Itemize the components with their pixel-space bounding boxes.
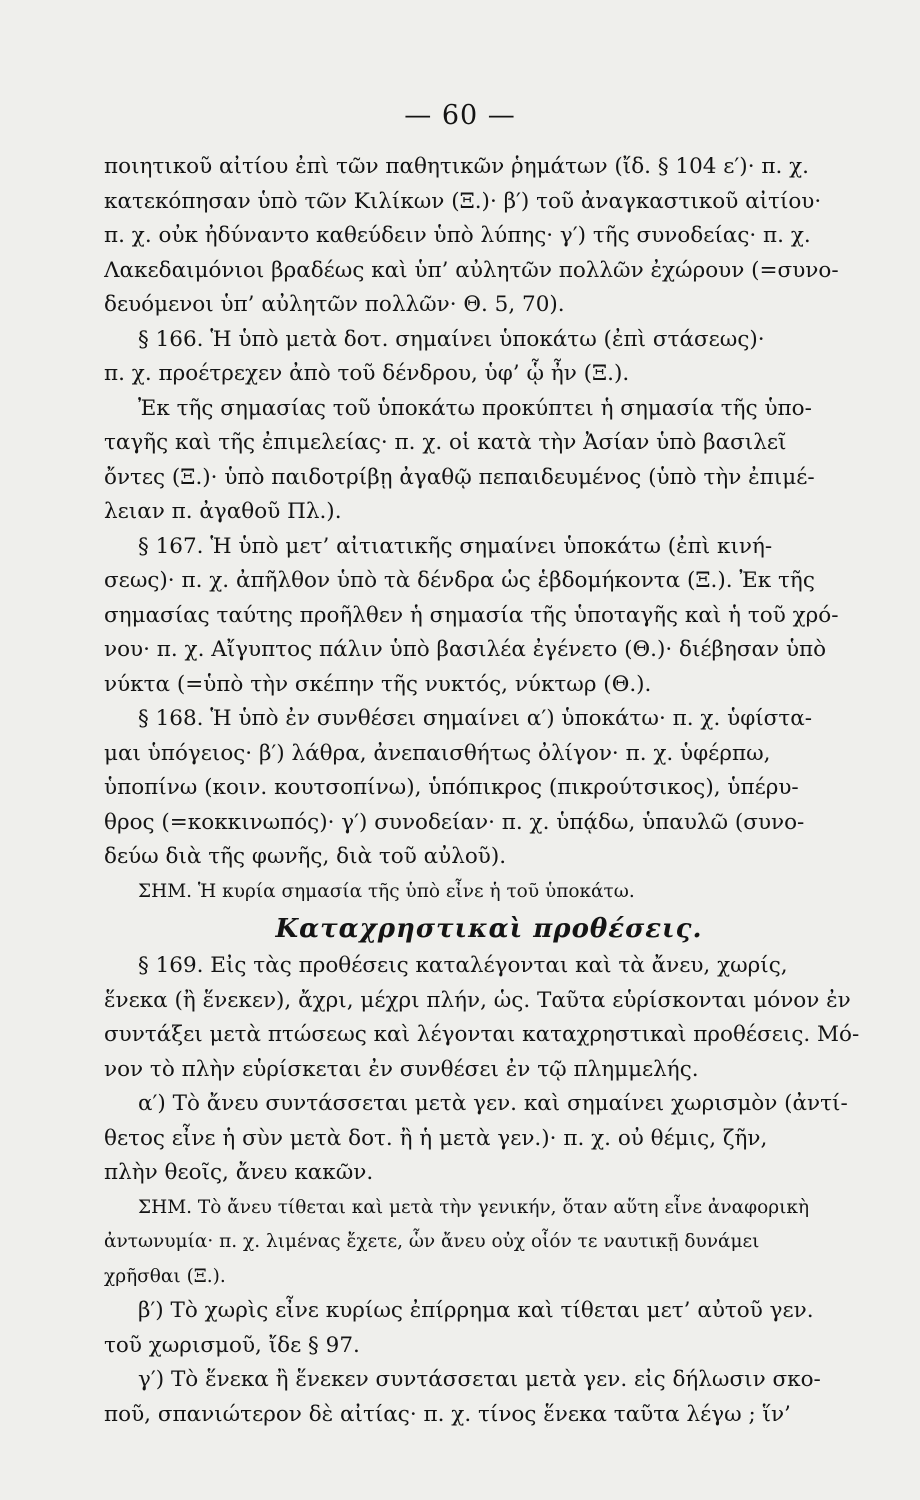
text-line: λειαν π. ἀγαθοῦ Πλ.). bbox=[104, 499, 342, 524]
text-line: § 169. Εἰς τὰς προθέσεις καταλέγονται καὶ τὰ ἄνευ, χωρίς, bbox=[138, 953, 788, 978]
text-line: γ′) Τὸ ἕνεκα ἢ ἕνεκεν συντάσσεται μετὰ γεν. εἰς δήλωσιν σκο- bbox=[138, 1367, 821, 1392]
text-line: § 167. Ἡ ὑπὸ μετ’ αἰτιατικῆς σημαίνει ὑποκάτω (ἐπὶ κινή- bbox=[138, 533, 773, 559]
text-line: ὄντες (Ξ.)· ὑπὸ παιδοτρίβῃ ἀγαθῷ πεπαιδευμένος (ὑπὸ τὴν ἐπιμέ- bbox=[104, 464, 815, 490]
text-line: ΣΗΜ. Ἡ κυρία σημασία τῆς ὑπὸ εἶνε ἡ τοῦ ὑποκάτω. bbox=[138, 880, 635, 902]
text-line: ἕνεκα (ἢ ἕνεκεν), ἄχρι, μέχρι πλήν, ὡς. Ταῦτα εὑρίσκονται μόνον ἐν bbox=[104, 987, 851, 1013]
text-line: ἀντωνυμία· π. χ. λιμένας ἔχετε, ὧν ἄνευ οὐχ οἷόν τε ναυτικῇ δυνάμει bbox=[104, 1231, 760, 1252]
text-line: μαι ὑπόγειος· β′) λάθρα, ἀνεπαισθήτως ὀλίγον· π. χ. ὑφέρπω, bbox=[104, 740, 771, 766]
text-line: τοῦ χωρισμοῦ, ἴδε § 97. bbox=[104, 1332, 360, 1358]
section-heading: Καταχρηστικαὶ προθέσεις. bbox=[275, 914, 703, 944]
text-line: κατεκόπησαν ὑπὸ τῶν Κιλίκων (Ξ.)· β′) τοῦ ἀναγκαστικοῦ αἰτίου· bbox=[104, 188, 822, 214]
text-line: ποῦ, σπανιώτερον δὲ αἰτίας· π. χ. τίνος ἕνεκα ταῦτα λέγω ; ἵν’ bbox=[104, 1401, 791, 1427]
text-line: πλὴν θεοῖς, ἄνευ κακῶν. bbox=[104, 1160, 374, 1185]
text-line: Λακεδαιμόνιοι βραδέως καὶ ὑπ’ αὐλητῶν πολλῶν ἐχώρουν (=συνο- bbox=[104, 257, 839, 283]
text-line: χρῆσθαι (Ξ.). bbox=[104, 1265, 226, 1287]
text-line: σεως)· π. χ. ἀπῆλθον ὑπὸ τὰ δένδρα ὡς ἑβδομήκοντα (Ξ.). Ἐκ τῆς bbox=[104, 568, 815, 593]
text-line: νύκτα (=ὑπὸ τὴν σκέπην τῆς νυκτός, νύκτωρ (Θ.). bbox=[104, 671, 652, 697]
text-line: Ἐκ τῆς σημασίας τοῦ ὑποκάτω προκύπτει ἡ σημασία τῆς ὑπο- bbox=[138, 395, 812, 421]
page-number: — 60 — bbox=[404, 100, 516, 131]
text-line: θρος (=κοκκινωπός)· γ′) συνοδείαν· π. χ. ὑπᾴδω, ὑπαυλῶ (συνο- bbox=[104, 809, 805, 835]
text-line: σημασίας ταύτης προῆλθεν ἡ σημασία τῆς ὑποταγῆς καὶ ἡ τοῦ χρό- bbox=[104, 602, 839, 628]
text-line: β′) Τὸ χωρὶς εἶνε κυρίως ἐπίρρημα καὶ τίθεται μετ’ αὐτοῦ γεν. bbox=[138, 1298, 814, 1323]
text-line: ταγῆς καὶ τῆς ἐπιμελείας· π. χ. οἱ κατὰ τὴν Ἀσίαν ὑπὸ βασιλεῖ bbox=[104, 430, 787, 455]
text-line: συντάξει μετὰ πτώσεως καὶ λέγονται καταχρηστικαὶ προθέσεις. Μό- bbox=[104, 1022, 860, 1047]
text-line: § 166. Ἡ ὑπὸ μετὰ δοτ. σημαίνει ὑποκάτω (ἐπὶ στάσεως)· bbox=[138, 326, 765, 352]
text-line: ΣΗΜ. Τὸ ἄνευ τίθεται καὶ μετὰ τὴν γενικήν, ὅταν αὕτη εἶνε ἀναφορικὴ bbox=[138, 1196, 810, 1218]
text-line: ποιητικοῦ αἰτίου ἐπὶ τῶν παθητικῶν ῥημάτων (ἴδ. § 104 ε′)· π. χ. bbox=[104, 154, 810, 179]
text-line: α′) Τὸ ἄνευ συντάσσεται μετὰ γεν. καὶ σημαίνει χωρισμὸν (ἀντί- bbox=[138, 1091, 848, 1116]
body-text bbox=[104, 150, 874, 1432]
text-line: π. χ. οὐκ ἠδύναντο καθεύδειν ὑπὸ λύπης· γ′) τῆς συνοδείας· π. χ. bbox=[104, 223, 811, 248]
text-line: ὑποπίνω (κοιν. κουτσοπίνω), ὑπόπικρος (πικρούτσικος), ὑπέρυ- bbox=[104, 775, 799, 800]
text-line: θετος εἶνε ἡ σὺν μετὰ δοτ. ἢ ἡ μετὰ γεν.)· π. χ. οὐ θέμις, ζῆν, bbox=[104, 1125, 768, 1151]
text-line: δευόμενοι ὑπ’ αὐλητῶν πολλῶν· Θ. 5, 70). bbox=[104, 292, 565, 317]
text-line: π. χ. προέτρεχεν ἀπὸ τοῦ δένδρου, ὑφ’ ᾧ ἦν (Ξ.). bbox=[104, 361, 630, 386]
text-line: νου· π. χ. Αἴγυπτος πάλιν ὑπὸ βασιλέα ἐγένετο (Θ.)· διέβησαν ὑπὸ bbox=[104, 637, 827, 662]
text-line: § 168. Ἡ ὑπὸ ἐν συνθέσει σημαίνει α′) ὑποκάτω· π. χ. ὑφίστα- bbox=[138, 706, 813, 731]
text-line: νον τὸ πλὴν εὑρίσκεται ἐν συνθέσει ἐν τῷ πλημμελής. bbox=[104, 1056, 699, 1082]
text-line: δεύω διὰ τῆς φωνῆς, διὰ τοῦ αὐλοῦ). bbox=[104, 844, 507, 869]
